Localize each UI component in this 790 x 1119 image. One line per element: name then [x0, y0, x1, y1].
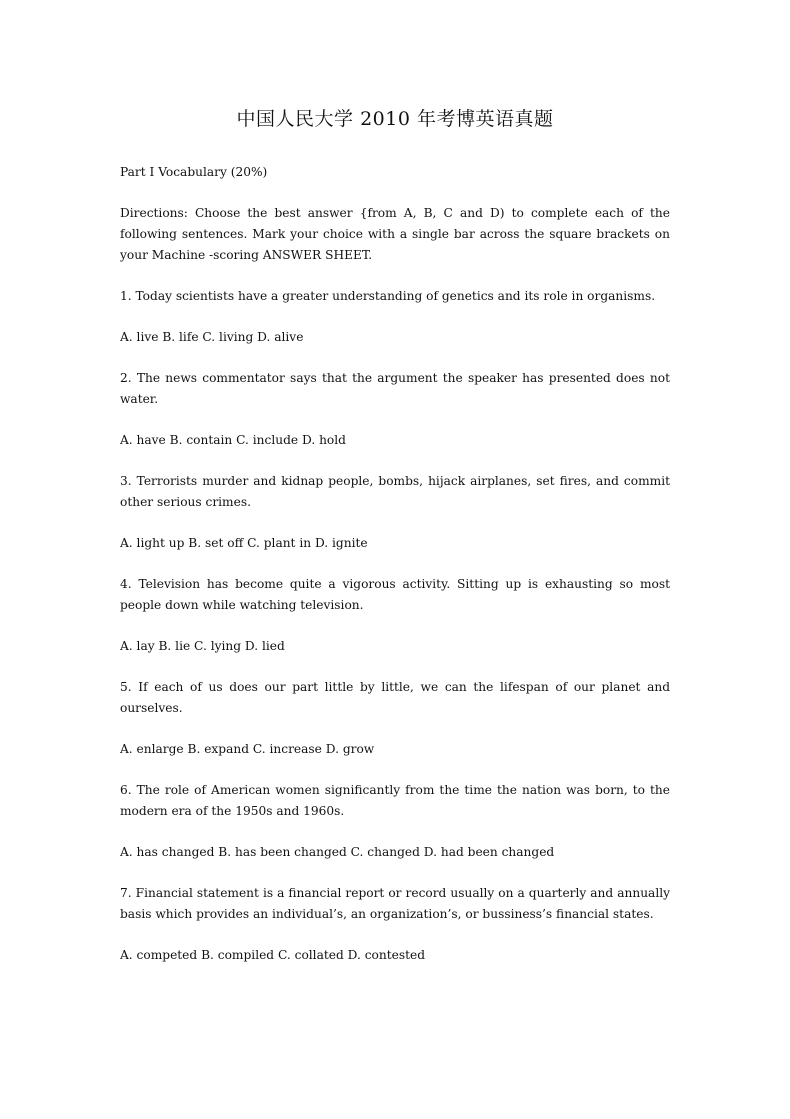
- question-stem-4: 4. Television has become quite a vigorous activity. Sitting up is exhausting so most people down while watching television.: [120, 577, 670, 612]
- document-body: [120, 162, 670, 986]
- question-options-7: A. competed B. compiled C. collated D. contested: [120, 948, 426, 962]
- question-options-2: A. have B. contain C. include D. hold: [120, 433, 346, 447]
- question-stem-7: 7. Financial statement is a financial report or record usually on a quarterly and annually basis which provides an individual’s, an organization’s, or bussiness’s financial states.: [120, 886, 670, 921]
- question-options-4: A. lay B. lie C. lying D. lied: [120, 639, 285, 653]
- question-stem-5: 5. If each of us does our part little by little, we can the lifespan of our planet and ourselves.: [120, 680, 670, 715]
- question-options-1: A. live B. life C. living D. alive: [120, 330, 304, 344]
- page-title: 中国人民大学 2010 年考博英语真题: [236, 108, 554, 130]
- question-stem-3: 3. Terrorists murder and kidnap people, bombs, hijack airplanes, set fires, and commit other serious crimes.: [120, 474, 670, 509]
- question-options-6: A. has changed B. has been changed C. changed D. had been changed: [120, 845, 555, 859]
- question-stem-1: 1. Today scientists have a greater understanding of genetics and its role in organisms.: [120, 289, 656, 303]
- question-options-5: A. enlarge B. expand C. increase D. grow: [120, 742, 375, 756]
- section-heading: Part I Vocabulary (20%): [120, 165, 268, 179]
- question-stem-6: 6. The role of American women significantly from the time the nation was born, to the modern era of the 1950s and 1960s.: [120, 783, 670, 818]
- question-options-3: A. light up B. set off C. plant in D. ignite: [120, 536, 368, 550]
- directions-text: Directions: Choose the best answer {from A, B, C and D) to complete each of the following sentences. Mark your choice with a single bar across the square brackets on your Machine -scoring ANSWER SHEET.: [120, 206, 670, 262]
- question-stem-2: 2. The news commentator says that the argument the speaker has presented does not water.: [120, 371, 670, 406]
